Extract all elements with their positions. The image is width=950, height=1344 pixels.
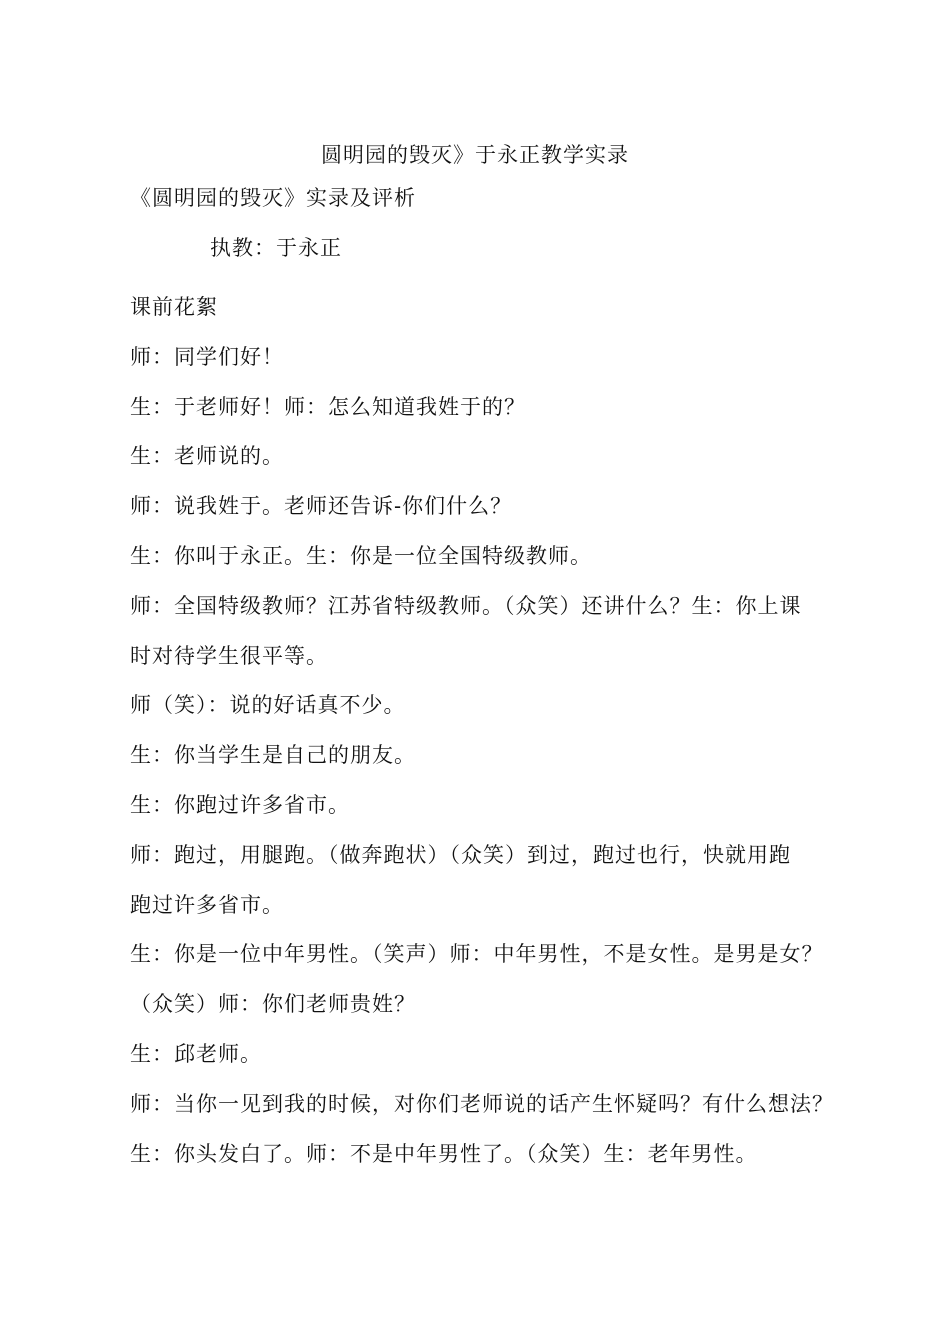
dialogue-line: 师：跑过，用腿跑。（做奔跑状）（众笑）到过，跑过也行，快就用跑 [130, 842, 791, 867]
dialogue-line: 师：当你一见到我的时候，对你们老师说的话产生怀疑吗？有什么想法？ [130, 1091, 834, 1116]
dialogue-line: （众笑）师：你们老师贵姓？ [130, 992, 416, 1017]
dialogue-line: 生：你是一位中年男性。（笑声）师：中年男性，不是女性。是男是女？ [130, 942, 824, 967]
dialogue-line: 师：说我姓于。老师还告诉-你们什么？ [130, 494, 513, 519]
dialogue-line: 时对待学生很平等。 [130, 643, 328, 668]
transcript-body [130, 283, 840, 1179]
dialogue-line: 生：于老师好！师：怎么知道我姓于的？ [130, 394, 526, 419]
dialogue-line: 生：老师说的。 [130, 444, 284, 469]
dialogue-line: 生：你头发白了。师：不是中年男性了。（众笑）生：老年男性。 [130, 1141, 758, 1166]
dialogue-line: 师（笑）：说的好话真不少。 [130, 693, 406, 718]
dialogue-line: 生：你当学生是自己的朋友。 [130, 743, 416, 768]
document-subtitle: 《圆明园的毁灭》实录及评析 [130, 186, 416, 210]
dialogue-line: 生：邱老师。 [130, 1041, 262, 1066]
dialogue-line: 生：你跑过许多省市。 [130, 792, 350, 817]
section-heading: 课前花絮 [130, 295, 218, 319]
dialogue-line: 跑过许多省市。 [130, 892, 284, 917]
dialogue-line: 师：全国特级教师？江苏省特级教师。（众笑）还讲什么？生：你上课 [130, 593, 802, 618]
document-title: 圆明园的毁灭》于永正教学实录 [321, 143, 629, 167]
teacher-line: 执教：于永正 [210, 236, 342, 260]
dialogue-line: 师：同学们好！ [130, 344, 284, 369]
dialogue-line: 生：你叫于永正。生：你是一位全国特级教师。 [130, 543, 592, 568]
